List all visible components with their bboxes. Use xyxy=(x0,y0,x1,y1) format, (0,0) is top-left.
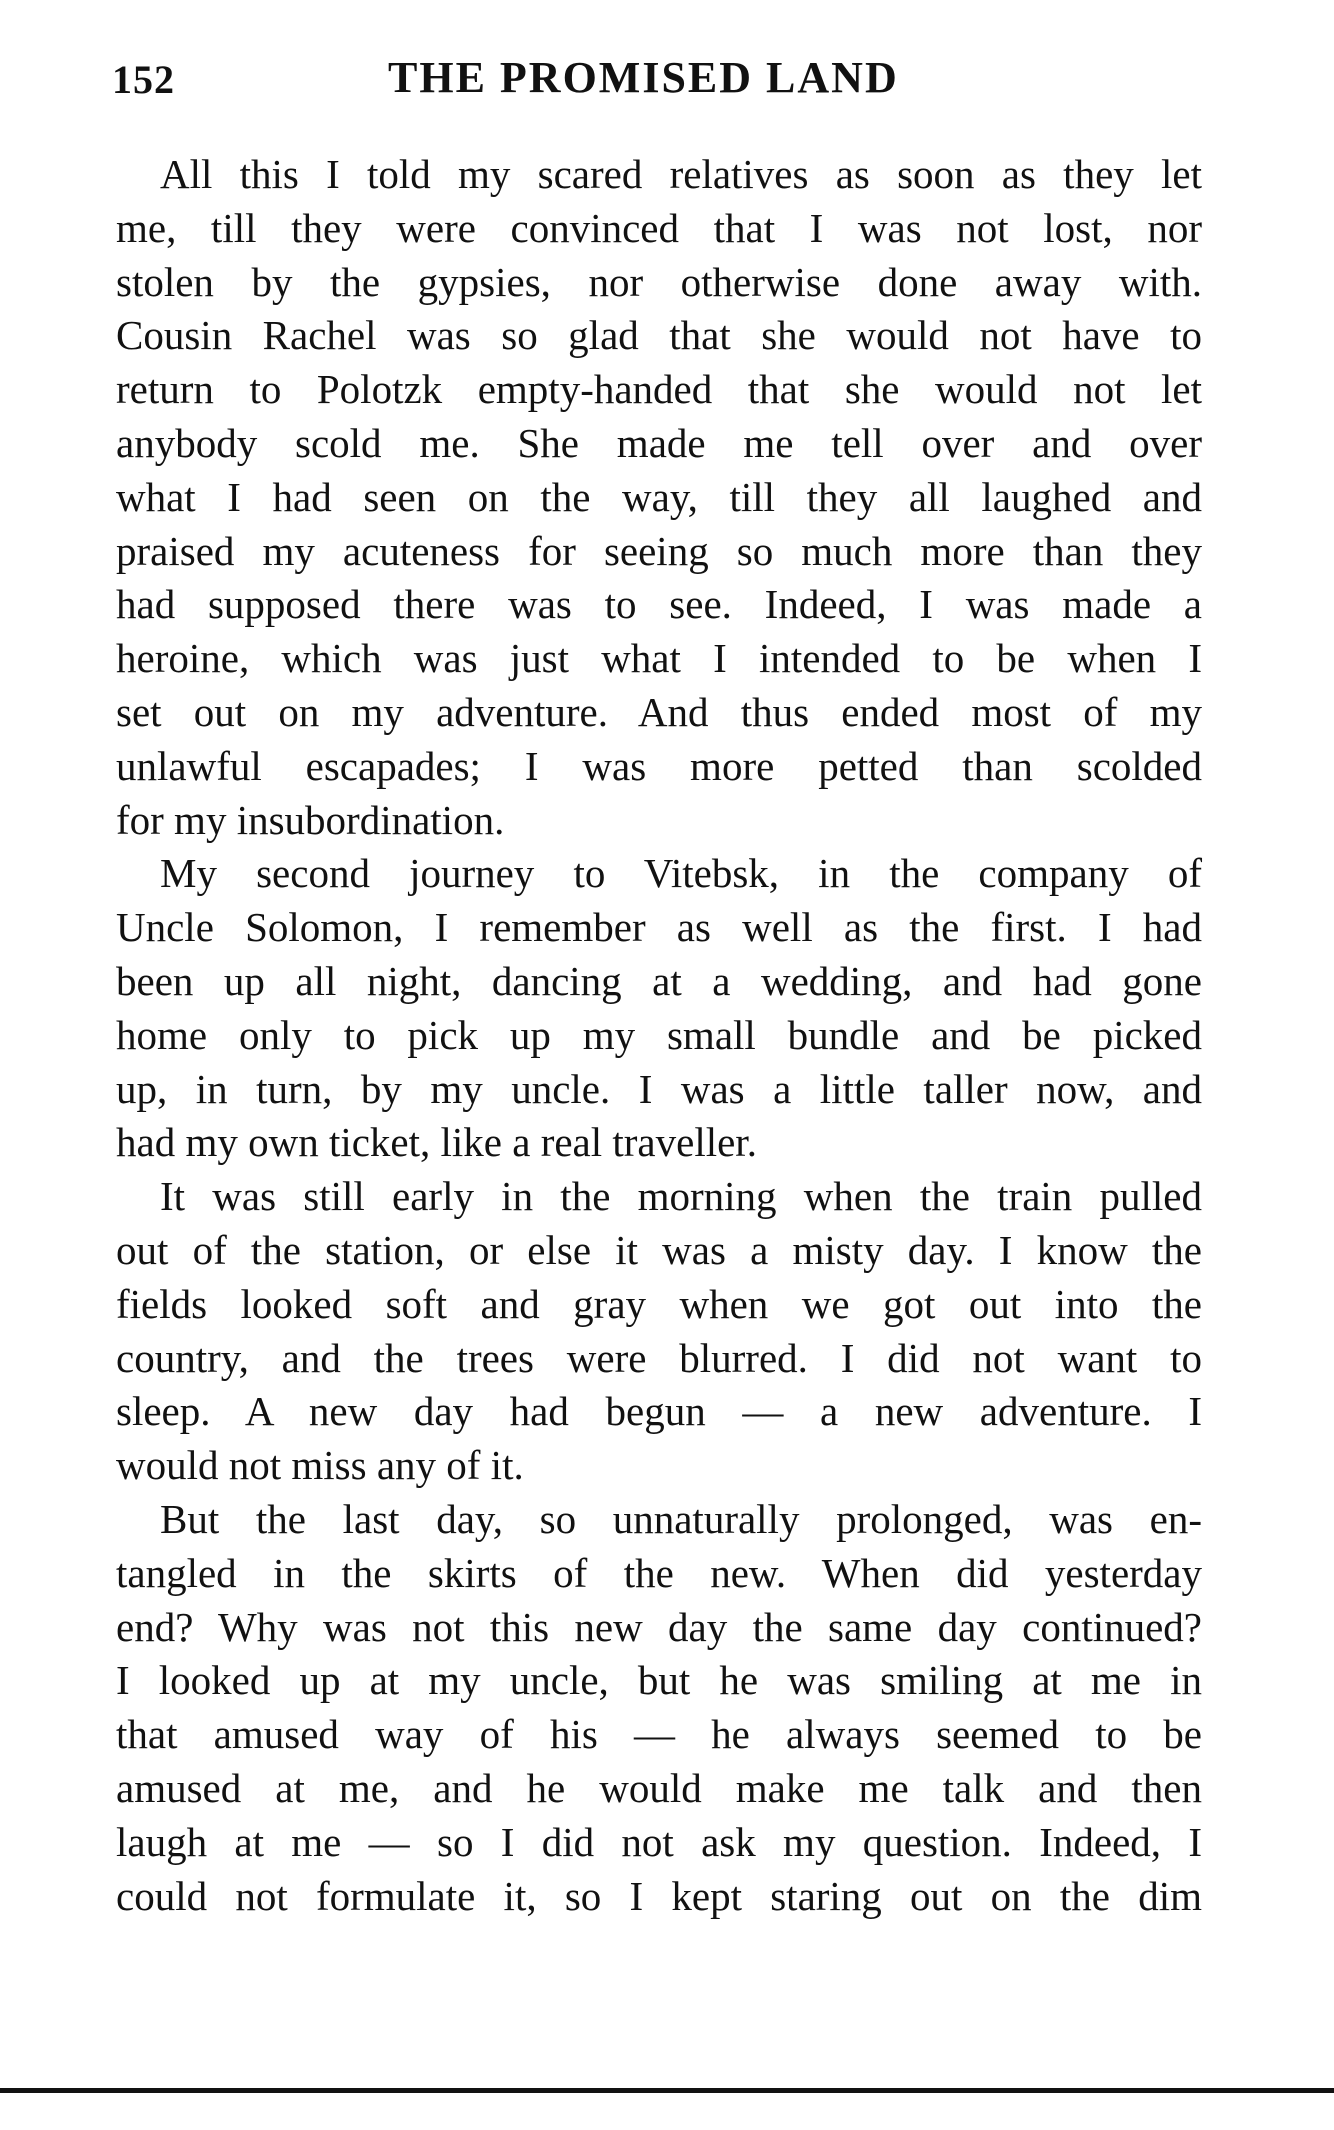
text-line: fields looked soft and gray when we got out into the xyxy=(116,1280,1202,1327)
text-line: All this I told my scared relatives as soon as they let xyxy=(160,151,1202,197)
text-line: amused at me, and he would make me talk and then xyxy=(116,1764,1202,1811)
page-number: 152 xyxy=(112,57,175,102)
text-line: I looked up at my uncle, but he was smiling at me in xyxy=(116,1657,1202,1704)
page-header xyxy=(112,52,1204,112)
text-line: would not miss any of it. xyxy=(116,1442,524,1489)
text-line: return to Polotzk empty-handed that she would not let xyxy=(116,366,1202,413)
text-line: set out on my adventure. And thus ended most of my xyxy=(116,688,1202,735)
text-line: out of the station, or else it was a misty day. I know the xyxy=(116,1226,1202,1273)
text-line: had supposed there was to see. Indeed, I was made a xyxy=(116,581,1202,628)
text-line: It was still early in the morning when the train pulled xyxy=(160,1173,1202,1220)
text-line: that amused way of his — he always seemed to be xyxy=(116,1711,1202,1758)
text-line: end? Why was not this new day the same day continued? xyxy=(116,1603,1202,1650)
text-line: could not formulate it, so I kept staring out on the dim xyxy=(116,1872,1202,1919)
bottom-rule xyxy=(0,2088,1334,2093)
running-title: THE PROMISED LAND xyxy=(388,53,899,102)
text-line: up, in turn, by my uncle. I was a little taller now, and xyxy=(116,1065,1202,1112)
text-line: My second journey to Vitebsk, in the company of xyxy=(160,850,1202,897)
text-line: had my own ticket, like a real traveller. xyxy=(116,1119,757,1166)
text-line: tangled in the skirts of the new. When did yesterday xyxy=(116,1549,1202,1596)
text-line: praised my acuteness for seeing so much more than they xyxy=(116,527,1202,574)
text-line: laugh at me — so I did not ask my question. Indeed, I xyxy=(116,1818,1202,1865)
text-line: Cousin Rachel was so glad that she would not have to xyxy=(116,312,1202,359)
text-line: anybody scold me. She made me tell over and over xyxy=(116,419,1202,466)
text-line: what I had seen on the way, till they all laughed and xyxy=(116,473,1202,520)
text-line: been up all night, dancing at a wedding, and had gone xyxy=(116,957,1202,1004)
body-text xyxy=(116,148,1202,1923)
text-line: country, and the trees were blurred. I did not want to xyxy=(116,1334,1202,1381)
text-line: Uncle Solomon, I remember as well as the first. I had xyxy=(116,904,1202,951)
text-line: stolen by the gypsies, nor otherwise done away with. xyxy=(116,258,1202,305)
text-line: unlawful escapades; I was more petted than scolded xyxy=(116,742,1202,789)
text-line: me, till they were convinced that I was not lost, nor xyxy=(116,204,1202,251)
text-line: sleep. A new day had begun — a new adventure. I xyxy=(116,1388,1202,1435)
text-line: heroine, which was just what I intended to be when I xyxy=(116,635,1202,682)
text-line: for my insubordination. xyxy=(116,796,505,843)
text-line: But the last day, so unnaturally prolonged, was en- xyxy=(160,1495,1202,1542)
text-line: home only to pick up my small bundle and be picked xyxy=(116,1011,1202,1058)
